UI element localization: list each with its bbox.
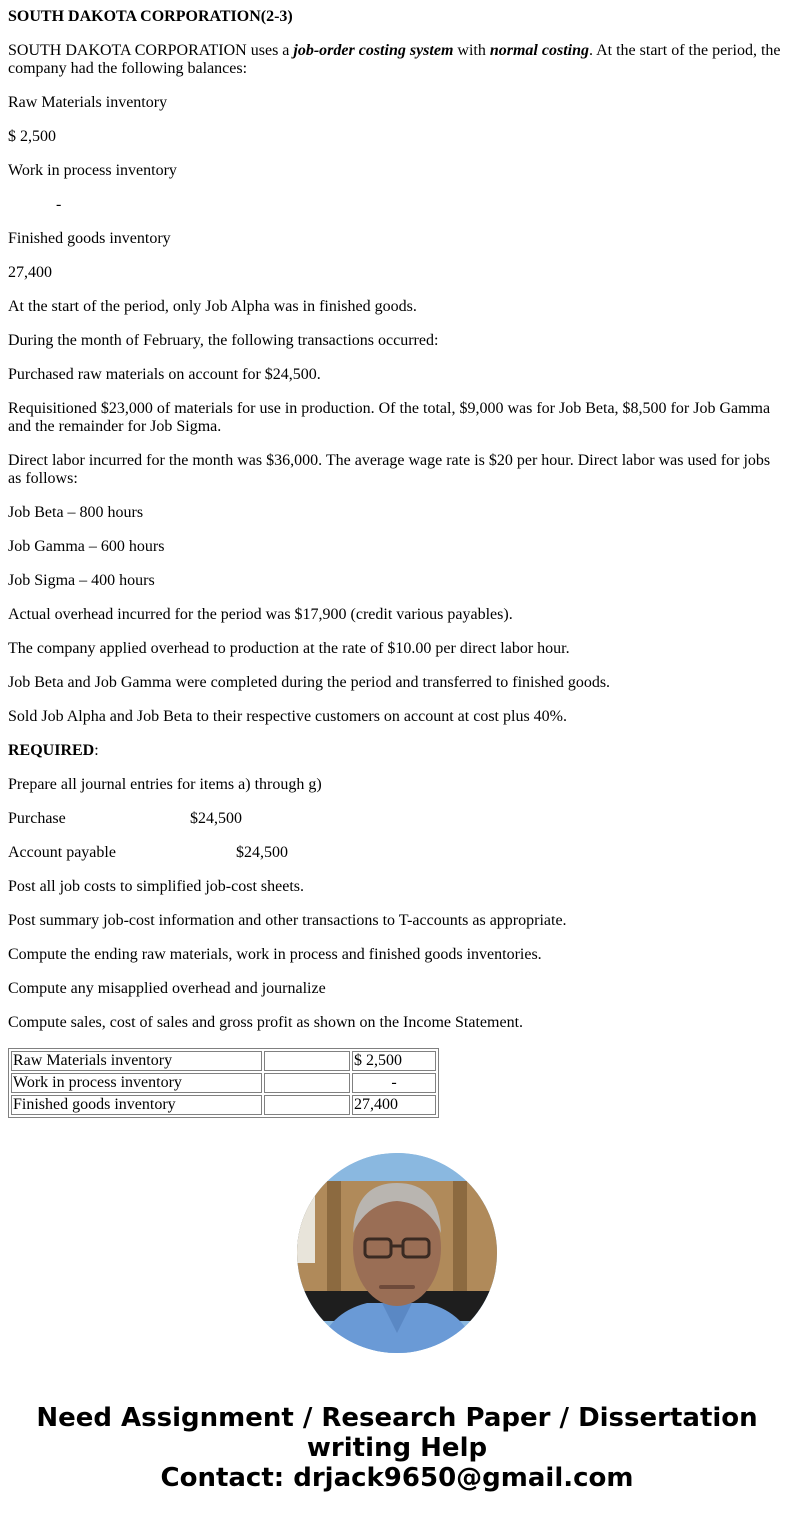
table-row — [11, 1095, 436, 1115]
transaction-item: The company applied overhead to production at the rate of $10.00 per direct labor hour. — [8, 640, 570, 657]
required-item: Post summary job-cost information and other transactions to T-accounts as appropriate. — [8, 912, 567, 929]
intro-emphasis-normal-costing: normal costing — [489, 42, 589, 59]
avatar — [297, 1153, 497, 1353]
table-cell-empty — [264, 1073, 350, 1093]
journal-credit-line — [8, 844, 786, 862]
balance-label: Work in process inventory — [8, 162, 177, 179]
required-item: Compute sales, cost of sales and gross profit as shown on the Income Statement. — [8, 1014, 524, 1031]
intro-text: . At the start of the period, the company had the following balances: — [8, 42, 781, 77]
required-item: Compute the ending raw materials, work in process and finished goods inventories. — [8, 946, 542, 963]
labor-hours-item: Job Gamma – 600 hours — [8, 538, 165, 555]
balance-value: - — [56, 196, 62, 213]
balance-value: $ 2,500 — [8, 128, 56, 145]
intro-text: SOUTH DAKOTA CORPORATION uses a — [8, 42, 294, 59]
debit-account: Purchase — [8, 810, 66, 827]
credit-account: Account payable — [8, 844, 116, 861]
table-row — [11, 1051, 436, 1071]
table-cell-empty — [264, 1095, 350, 1115]
debit-amount: $24,500 — [190, 810, 242, 827]
transaction-item: Job Beta and Job Gamma were completed during the period and transferred to finished goods. — [8, 674, 611, 691]
intro-text: with — [453, 42, 490, 59]
intro-paragraph — [8, 42, 786, 78]
required-item: Prepare all journal entries for items a) through g) — [8, 776, 322, 793]
balance-label: Raw Materials inventory — [8, 94, 168, 111]
required-label: REQUIRED — [8, 742, 95, 759]
document-title: SOUTH DAKOTA CORPORATION(2-3) — [8, 8, 293, 25]
intro-emphasis-costing-system: job-order costing system — [293, 42, 454, 59]
balance-value: 27,400 — [8, 264, 52, 281]
transaction-item: Actual overhead incurred for the period was $17,900 (credit various payables). — [8, 606, 513, 623]
transaction-item: Direct labor incurred for the month was $36,000. The average wage rate is $20 per hour. Direct labor was used for jobs as follows: — [8, 452, 771, 487]
table-cell-value: 27,400 — [352, 1095, 436, 1115]
required-heading — [8, 742, 786, 760]
transaction-item: Sold Job Alpha and Job Beta to their respective customers on account at cost plus 40%. — [8, 708, 567, 725]
credit-amount: $24,500 — [236, 844, 288, 861]
required-item: Post all job costs to simplified job-cost sheets. — [8, 878, 304, 895]
avatar-portrait-icon — [297, 1153, 497, 1353]
labor-hours-item: Job Beta – 800 hours — [8, 504, 144, 521]
table-cell-label: Finished goods inventory — [11, 1095, 262, 1115]
transaction-item: Requisitioned $23,000 of materials for use in production. Of the total, $9,000 was for Job Beta, $8,500 for Job Gamma and the remainder for Job Sigma. — [8, 400, 771, 435]
avatar-container — [0, 1153, 794, 1353]
transaction-item: Purchased raw materials on account for $24,500. — [8, 366, 321, 383]
journal-debit-line — [8, 810, 786, 828]
labor-hours-item: Job Sigma – 400 hours — [8, 572, 155, 589]
required-item: Compute any misapplied overhead and journalize — [8, 980, 326, 997]
paragraph: At the start of the period, only Job Alpha was in finished goods. — [8, 298, 417, 315]
table-cell-label: Raw Materials inventory — [11, 1051, 262, 1071]
required-colon: : — [94, 742, 99, 759]
promo-banner — [0, 1403, 794, 1493]
table-cell-empty — [264, 1051, 350, 1071]
table-cell-value: - — [352, 1073, 436, 1093]
table-row — [11, 1073, 436, 1093]
balances-table — [8, 1048, 439, 1118]
promo-contact: Contact: drjack9650@gmail.com — [160, 1463, 634, 1493]
paragraph: During the month of February, the following transactions occurred: — [8, 332, 439, 349]
balance-label: Finished goods inventory — [8, 230, 171, 247]
promo-headline: Need Assignment / Research Paper / Dissertation writing Help — [36, 1403, 758, 1463]
table-cell-value: $ 2,500 — [352, 1051, 436, 1071]
table-cell-label: Work in process inventory — [11, 1073, 262, 1093]
